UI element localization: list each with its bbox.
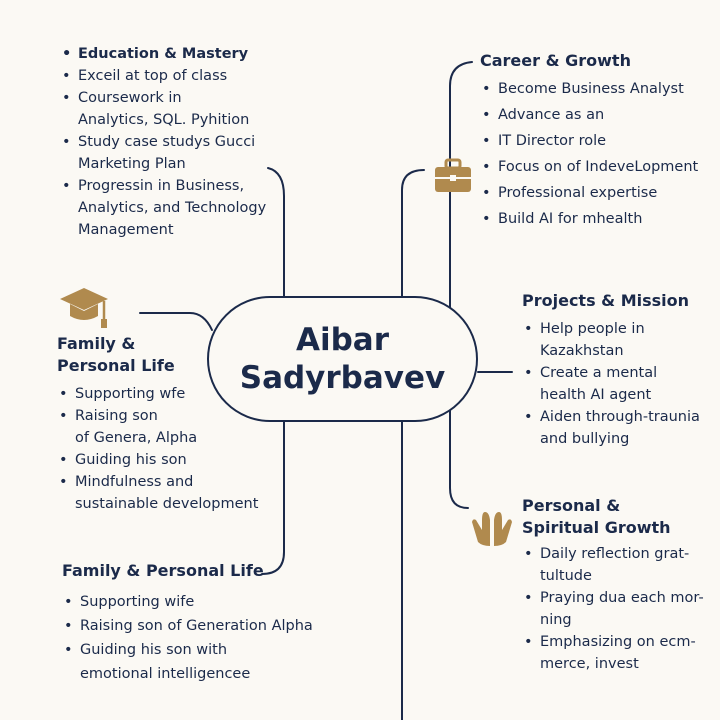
list-item: • Raising son of Generation Alpha [62, 614, 342, 638]
career-list [480, 76, 710, 232]
list-item: • Daily reflection grat- tultude [522, 543, 717, 587]
list-item: • Become Business Analyst [480, 76, 710, 102]
list-item: • Mindfulness and sustainable development [57, 471, 287, 515]
list-item: • Advance as an [480, 102, 710, 128]
branch-projects [522, 290, 717, 450]
connector-career [402, 170, 424, 296]
branch-title-spiritual: Personal & Spiritual Growth [522, 496, 671, 537]
list-item: • Aiden through-traunia and bullying [522, 406, 717, 450]
branch-title-family-bottom: Family & Personal Life [62, 561, 264, 580]
central-topic-line1: Aibar [295, 322, 389, 358]
central-topic-line2: Sadyrbavev [239, 360, 446, 396]
list-item: • Create a mental health AI agent [522, 362, 717, 406]
family-bottom-list [62, 590, 342, 686]
list-item: • Guiding his son with emotional intelligencee [62, 638, 342, 686]
branch-family-bottom [62, 560, 342, 686]
list-item: • Supporting wife [62, 590, 342, 614]
list-item: • Guiding his son [57, 449, 287, 471]
education-list [60, 43, 290, 241]
spiritual-list [522, 543, 717, 675]
list-item: • Emphasizing on ecm- merce, invest [522, 631, 717, 675]
branch-education [60, 43, 290, 241]
branch-family-left [57, 333, 287, 515]
family-left-list [57, 383, 287, 515]
praying-hands-icon [470, 508, 514, 548]
list-item: • Focus on of IndeveLopment [480, 154, 710, 180]
branch-career [480, 50, 710, 232]
list-item: • Exceil at top of class [60, 65, 290, 87]
branch-title-family-left: Family & Personal Life [57, 334, 175, 375]
list-item: • Study case studys Gucci Marketing Plan [60, 131, 290, 175]
list-item: • Praying dua each mor- ning [522, 587, 717, 631]
list-item: • Progressin in Business, Analytics, and Technology Management [60, 175, 290, 241]
connector-family-left [140, 313, 212, 330]
list-item: • Coursework in Analytics, SQL. Pyhition [60, 87, 290, 131]
branch-title-projects: Projects & Mission [522, 291, 690, 310]
briefcase-icon [434, 158, 472, 194]
list-item: • Build AI for mhealth [480, 206, 710, 232]
graduation-cap-icon [58, 286, 110, 330]
list-item: • Raising son of Genera, Alpha [57, 405, 287, 449]
list-item: • Supporting wfe [57, 383, 287, 405]
list-item: • Help people in Kazakhstan [522, 318, 717, 362]
branch-title-career: Career & Growth [480, 51, 631, 70]
list-item: • Education & Mastery [60, 43, 290, 65]
projects-list [522, 318, 717, 450]
list-item: • Professional expertise [480, 180, 710, 206]
list-item: • IT Director role [480, 128, 710, 154]
branch-spiritual [522, 495, 717, 675]
